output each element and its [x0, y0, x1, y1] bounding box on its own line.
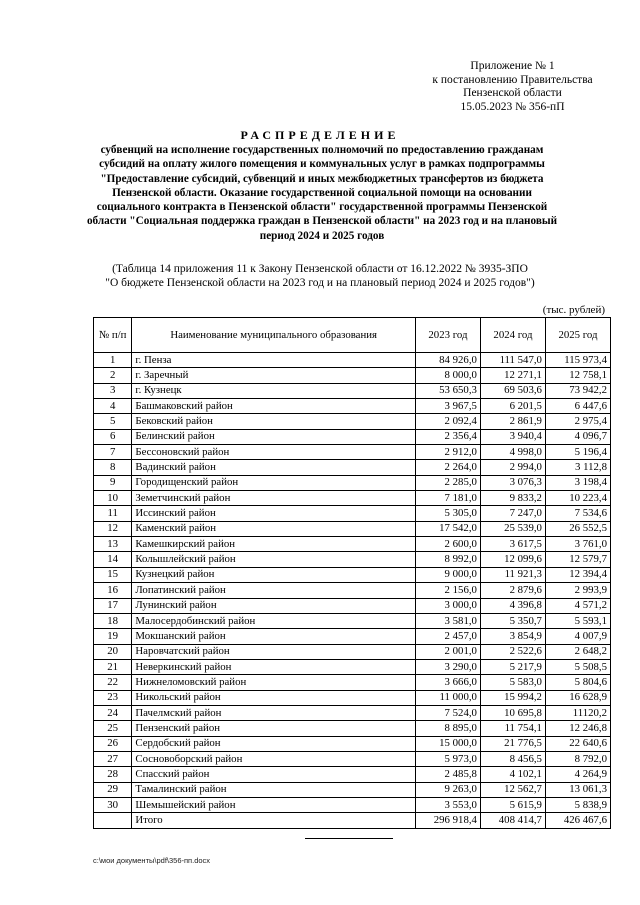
row-value-2025: 4 007,9 — [545, 629, 610, 644]
row-value-2023: 11 000,0 — [415, 690, 480, 705]
table-row — [94, 429, 611, 444]
row-value-2025: 12 394,4 — [545, 567, 610, 582]
header-name: Наименование муниципального образования — [132, 318, 416, 353]
row-value-2024: 12 099,6 — [480, 552, 545, 567]
row-municipality: Нижнеломовский район — [132, 675, 416, 690]
row-municipality: Вадинский район — [132, 460, 416, 475]
row-municipality: Белинский район — [132, 429, 416, 444]
row-value-2023: 2 092,4 — [415, 414, 480, 429]
total-value-2025: 426 467,6 — [545, 813, 610, 828]
law-reference-line1: (Таблица 14 приложения 11 к Закону Пензенской области от 16.12.2022 № 3935-ЗПО — [112, 263, 528, 275]
row-value-2023: 17 542,0 — [415, 521, 480, 536]
row-municipality: Башмаковский район — [132, 399, 416, 414]
row-number: 24 — [94, 705, 132, 720]
table-row — [94, 721, 611, 736]
row-municipality: Пачелмский район — [132, 705, 416, 720]
table-row — [94, 629, 611, 644]
row-value-2023: 8 000,0 — [415, 368, 480, 383]
row-value-2025: 3 198,4 — [545, 475, 610, 490]
row-value-2024: 4 998,0 — [480, 445, 545, 460]
row-value-2025: 5 838,9 — [545, 797, 610, 812]
row-value-2024: 3 854,9 — [480, 629, 545, 644]
row-number: 6 — [94, 429, 132, 444]
row-value-2024: 25 539,0 — [480, 521, 545, 536]
header-2023: 2023 год — [415, 318, 480, 353]
row-value-2023: 8 895,0 — [415, 721, 480, 736]
row-number: 3 — [94, 383, 132, 398]
row-value-2023: 3 581,0 — [415, 613, 480, 628]
table-row — [94, 613, 611, 628]
row-value-2024: 69 503,6 — [480, 383, 545, 398]
row-value-2025: 12 246,8 — [545, 721, 610, 736]
document-subtitle: субвенций на исполнение государственных полномочий по предоставлению гражданам субсидий на оплату жилого помещения и коммунальных услуг в рамках подпрограммы "Предоставление субсидий, субвенций и иных межбюджетных трансфертов из бюджета Пензенской области. Оказание государственной социальной помощи на основании социального контракта в Пензенской области" государственной программы Пензенской области "Социальная поддержка граждан в Пензенской области" на 2023 год и на плановый период 2024 и 2025 годов — [86, 144, 558, 242]
row-number: 4 — [94, 399, 132, 414]
row-value-2024: 12 271,1 — [480, 368, 545, 383]
row-number: 14 — [94, 552, 132, 567]
row-value-2024: 9 833,2 — [480, 491, 545, 506]
row-municipality: Тамалинский район — [132, 782, 416, 797]
row-value-2023: 9 000,0 — [415, 567, 480, 582]
table-total-row — [94, 813, 611, 828]
row-value-2025: 3 761,0 — [545, 537, 610, 552]
row-value-2025: 12 758,1 — [545, 368, 610, 383]
row-value-2023: 15 000,0 — [415, 736, 480, 751]
row-value-2024: 8 456,5 — [480, 751, 545, 766]
row-value-2023: 3 967,5 — [415, 399, 480, 414]
row-municipality: Сосновоборский район — [132, 751, 416, 766]
row-municipality: Шемышейский район — [132, 797, 416, 812]
row-value-2023: 2 485,8 — [415, 767, 480, 782]
header-2025: 2025 год — [545, 318, 610, 353]
law-reference-line2: "О бюджете Пензенской области на 2023 год и на плановый период 2024 и 2025 годов") — [105, 277, 535, 289]
row-value-2024: 2 861,9 — [480, 414, 545, 429]
row-municipality: Сердобский район — [132, 736, 416, 751]
row-number: 16 — [94, 583, 132, 598]
row-value-2023: 7 181,0 — [415, 491, 480, 506]
row-municipality: Никольский район — [132, 690, 416, 705]
row-value-2023: 2 457,0 — [415, 629, 480, 644]
row-value-2025: 115 973,4 — [545, 353, 610, 368]
table-row — [94, 399, 611, 414]
table-row — [94, 552, 611, 567]
row-number: 23 — [94, 690, 132, 705]
row-value-2025: 11120,2 — [545, 705, 610, 720]
row-value-2024: 2 994,0 — [480, 460, 545, 475]
row-value-2023: 8 992,0 — [415, 552, 480, 567]
table-row — [94, 567, 611, 582]
row-value-2023: 5 305,0 — [415, 506, 480, 521]
row-municipality: Мокшанский район — [132, 629, 416, 644]
signature-line — [305, 838, 393, 839]
row-value-2023: 2 356,4 — [415, 429, 480, 444]
row-municipality: Пензенский район — [132, 721, 416, 736]
row-value-2024: 2 879,6 — [480, 583, 545, 598]
table-body — [94, 353, 611, 829]
table-row — [94, 383, 611, 398]
row-number: 9 — [94, 475, 132, 490]
row-number: 17 — [94, 598, 132, 613]
row-value-2024: 4 102,1 — [480, 767, 545, 782]
table-row — [94, 491, 611, 506]
row-value-2025: 5 593,1 — [545, 613, 610, 628]
row-municipality: Городищенский район — [132, 475, 416, 490]
row-municipality: Неверкинский район — [132, 659, 416, 674]
row-municipality: Лунинский район — [132, 598, 416, 613]
table-row — [94, 690, 611, 705]
row-value-2025: 13 061,3 — [545, 782, 610, 797]
row-municipality: Малосердобинский район — [132, 613, 416, 628]
row-value-2023: 53 650,3 — [415, 383, 480, 398]
row-value-2025: 3 112,8 — [545, 460, 610, 475]
row-value-2025: 5 508,5 — [545, 659, 610, 674]
row-number: 18 — [94, 613, 132, 628]
header-2024: 2024 год — [480, 318, 545, 353]
row-municipality: Спасский район — [132, 767, 416, 782]
row-value-2025: 2 993,9 — [545, 583, 610, 598]
row-municipality: Каменский район — [132, 521, 416, 536]
row-value-2024: 3 940,4 — [480, 429, 545, 444]
law-reference — [60, 262, 580, 290]
row-municipality: Иссинский район — [132, 506, 416, 521]
row-number: 7 — [94, 445, 132, 460]
row-municipality: г. Заречный — [132, 368, 416, 383]
row-municipality: Камешкирский район — [132, 537, 416, 552]
row-municipality: г. Пенза — [132, 353, 416, 368]
row-number: 21 — [94, 659, 132, 674]
table-row — [94, 353, 611, 368]
row-number: 25 — [94, 721, 132, 736]
row-value-2025: 5 196,4 — [545, 445, 610, 460]
row-value-2025: 5 804,6 — [545, 675, 610, 690]
table-row — [94, 475, 611, 490]
row-value-2025: 12 579,7 — [545, 552, 610, 567]
row-value-2025: 6 447,6 — [545, 399, 610, 414]
row-value-2023: 3 290,0 — [415, 659, 480, 674]
row-value-2025: 10 223,4 — [545, 491, 610, 506]
table-row — [94, 705, 611, 720]
table-row — [94, 797, 611, 812]
row-number: 11 — [94, 506, 132, 521]
row-value-2024: 5 583,0 — [480, 675, 545, 690]
row-value-2023: 2 156,0 — [415, 583, 480, 598]
table-row — [94, 644, 611, 659]
row-value-2024: 15 994,2 — [480, 690, 545, 705]
table-row — [94, 583, 611, 598]
appendix-region: Пензенской области — [463, 87, 562, 99]
row-number: 27 — [94, 751, 132, 766]
row-value-2024: 4 396,8 — [480, 598, 545, 613]
row-value-2023: 2 264,0 — [415, 460, 480, 475]
row-number: 8 — [94, 460, 132, 475]
row-value-2024: 5 217,9 — [480, 659, 545, 674]
header-number: № п/п — [94, 318, 132, 353]
row-value-2023: 2 285,0 — [415, 475, 480, 490]
row-value-2024: 12 562,7 — [480, 782, 545, 797]
units-label: (тыс. рублей) — [542, 304, 605, 316]
row-number: 1 — [94, 353, 132, 368]
row-value-2025: 4 264,9 — [545, 767, 610, 782]
row-value-2025: 16 628,9 — [545, 690, 610, 705]
row-value-2023: 3 000,0 — [415, 598, 480, 613]
row-value-2024: 5 350,7 — [480, 613, 545, 628]
row-number: 22 — [94, 675, 132, 690]
row-municipality: г. Кузнецк — [132, 383, 416, 398]
row-value-2025: 4 571,2 — [545, 598, 610, 613]
row-value-2024: 11 754,1 — [480, 721, 545, 736]
appendix-decree: к постановлению Правительства — [432, 73, 593, 86]
row-value-2023: 2 600,0 — [415, 537, 480, 552]
table-row — [94, 521, 611, 536]
row-value-2023: 7 524,0 — [415, 705, 480, 720]
row-value-2023: 3 666,0 — [415, 675, 480, 690]
row-number: 19 — [94, 629, 132, 644]
row-value-2024: 10 695,8 — [480, 705, 545, 720]
row-value-2024: 2 522,6 — [480, 644, 545, 659]
table-row — [94, 537, 611, 552]
table-row — [94, 506, 611, 521]
row-municipality: Лопатинский район — [132, 583, 416, 598]
document-title: РАСПРЕДЕЛЕНИЕ — [240, 128, 400, 142]
row-value-2024: 3 617,5 — [480, 537, 545, 552]
row-municipality: Земетчинский район — [132, 491, 416, 506]
total-number — [94, 813, 132, 828]
appendix-number: Приложение № 1 — [470, 60, 555, 72]
row-value-2023: 3 553,0 — [415, 797, 480, 812]
row-value-2025: 26 552,5 — [545, 521, 610, 536]
table-row — [94, 675, 611, 690]
total-value-2024: 408 414,7 — [480, 813, 545, 828]
row-value-2024: 3 076,3 — [480, 475, 545, 490]
row-value-2025: 2 975,4 — [545, 414, 610, 429]
row-number: 13 — [94, 537, 132, 552]
table-row — [94, 414, 611, 429]
table-row — [94, 659, 611, 674]
row-value-2023: 5 973,0 — [415, 751, 480, 766]
row-value-2025: 4 096,7 — [545, 429, 610, 444]
row-number: 28 — [94, 767, 132, 782]
row-municipality: Кузнецкий район — [132, 567, 416, 582]
file-path: c:\мои документы\pdf\356-пп.docx — [93, 856, 211, 865]
row-number: 2 — [94, 368, 132, 383]
appendix-date-number: 15.05.2023 № 356-пП — [460, 100, 565, 113]
row-number: 26 — [94, 736, 132, 751]
row-number: 15 — [94, 567, 132, 582]
table-row — [94, 736, 611, 751]
table-row — [94, 767, 611, 782]
row-value-2025: 22 640,6 — [545, 736, 610, 751]
row-number: 29 — [94, 782, 132, 797]
table-row — [94, 460, 611, 475]
row-municipality: Бековский район — [132, 414, 416, 429]
row-number: 30 — [94, 797, 132, 812]
row-value-2025: 73 942,2 — [545, 383, 610, 398]
row-number: 10 — [94, 491, 132, 506]
row-value-2024: 5 615,9 — [480, 797, 545, 812]
table-row — [94, 445, 611, 460]
row-number: 5 — [94, 414, 132, 429]
appendix-header — [405, 60, 620, 114]
table-row — [94, 368, 611, 383]
table-row — [94, 598, 611, 613]
total-value-2023: 296 918,4 — [415, 813, 480, 828]
row-number: 12 — [94, 521, 132, 536]
table-row — [94, 751, 611, 766]
row-value-2023: 2 912,0 — [415, 445, 480, 460]
row-value-2023: 84 926,0 — [415, 353, 480, 368]
row-value-2025: 8 792,0 — [545, 751, 610, 766]
row-value-2023: 2 001,0 — [415, 644, 480, 659]
row-value-2024: 21 776,5 — [480, 736, 545, 751]
row-value-2024: 111 547,0 — [480, 353, 545, 368]
row-municipality: Наровчатский район — [132, 644, 416, 659]
row-municipality: Бессоновский район — [132, 445, 416, 460]
distribution-table — [93, 317, 611, 829]
row-value-2024: 11 921,3 — [480, 567, 545, 582]
total-municipality: Итого — [132, 813, 416, 828]
row-number: 20 — [94, 644, 132, 659]
row-value-2023: 9 263,0 — [415, 782, 480, 797]
row-municipality: Колышлейский район — [132, 552, 416, 567]
row-value-2025: 7 534,6 — [545, 506, 610, 521]
row-value-2024: 7 247,0 — [480, 506, 545, 521]
table-header-row — [94, 318, 611, 353]
row-value-2024: 6 201,5 — [480, 399, 545, 414]
table-row — [94, 782, 611, 797]
row-value-2025: 2 648,2 — [545, 644, 610, 659]
